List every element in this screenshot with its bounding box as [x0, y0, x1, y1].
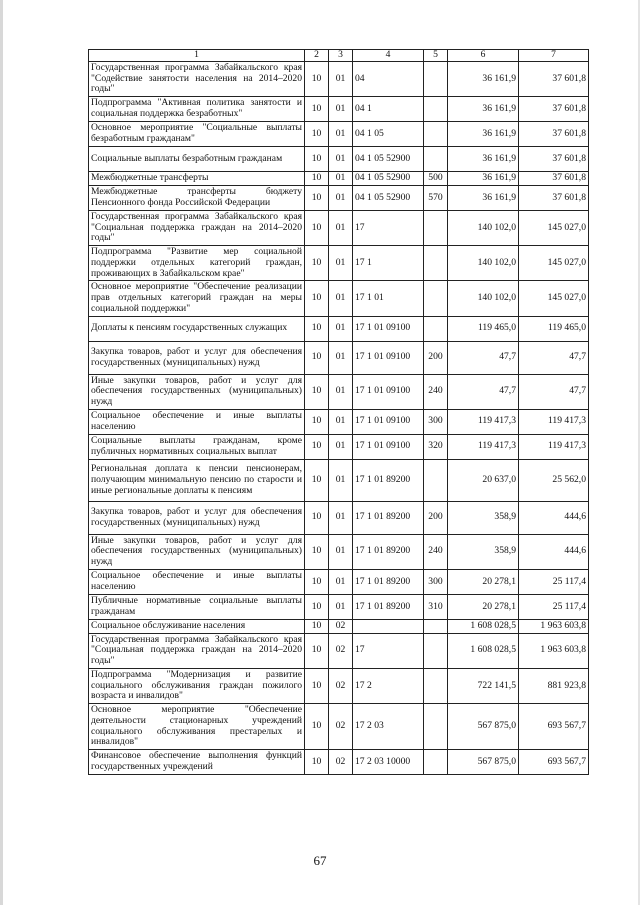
cell-subsection: 01: [329, 281, 353, 316]
table-body: [89, 62, 589, 775]
cell-amount-year-1: 140 102,0: [448, 246, 519, 281]
table-row: [89, 374, 589, 409]
cell-subsection: 02: [329, 704, 353, 750]
cell-target-code: 04 1 05: [353, 122, 424, 147]
cell-expense-type: 320: [424, 434, 448, 459]
header-col-3: 3: [329, 50, 353, 62]
cell-amount-year-1: 36 161,9: [448, 185, 519, 210]
cell-expense-type: 200: [424, 341, 448, 374]
cell-target-code: 17 1 01 09100: [353, 374, 424, 409]
cell-target-code: 17 1 01 09100: [353, 316, 424, 341]
table-row: [89, 569, 589, 594]
table-row: [89, 409, 589, 434]
cell-name: Социальное обеспечение и иные выплаты населению: [89, 409, 305, 434]
cell-amount-year-1: 567 875,0: [448, 750, 519, 775]
cell-name: Межбюджетные трансферты бюджету Пенсионного фонда Российской Федерации: [89, 185, 305, 210]
cell-expense-type: 500: [424, 172, 448, 186]
table-row: [89, 147, 589, 172]
cell-amount-year-1: 358,9: [448, 534, 519, 569]
cell-section: 10: [305, 147, 329, 172]
table-row: [89, 619, 589, 633]
cell-amount-year-2: 693 567,7: [519, 750, 589, 775]
cell-section: 10: [305, 281, 329, 316]
page-number: 67: [313, 853, 327, 868]
cell-amount-year-2: 37 601,8: [519, 185, 589, 210]
cell-amount-year-2: 37 601,8: [519, 62, 589, 97]
cell-subsection: 01: [329, 172, 353, 186]
cell-target-code: 17 1 01 89200: [353, 501, 424, 534]
cell-name: Закупка товаров, работ и услуг для обеспечения государственных (муниципальных) нужд: [89, 341, 305, 374]
cell-amount-year-1: 47,7: [448, 341, 519, 374]
cell-target-code: 17 1: [353, 246, 424, 281]
cell-amount-year-2: 37 601,8: [519, 172, 589, 186]
cell-subsection: 01: [329, 374, 353, 409]
cell-section: 10: [305, 97, 329, 122]
table-row: [89, 246, 589, 281]
cell-target-code: 17 1 01 89200: [353, 569, 424, 594]
header-col-6: 6: [448, 50, 519, 62]
cell-amount-year-1: 722 141,5: [448, 668, 519, 703]
cell-name: Подпрограмма "Развитие мер социальной поддержки отдельных категорий граждан, проживающих в Забайкальском крае": [89, 246, 305, 281]
cell-expense-type: 310: [424, 594, 448, 619]
cell-name: Закупка товаров, работ и услуг для обеспечения государственных (муниципальных) нужд: [89, 501, 305, 534]
cell-target-code: 17 1 01: [353, 281, 424, 316]
cell-expense-type: [424, 633, 448, 668]
cell-name: Социальные выплаты гражданам, кроме публичных нормативных социальных выплат: [89, 434, 305, 459]
cell-amount-year-1: 119 417,3: [448, 434, 519, 459]
cell-amount-year-1: 119 417,3: [448, 409, 519, 434]
cell-name: Финансовое обеспечение выполнения функций государственных учреждений: [89, 750, 305, 775]
cell-expense-type: [424, 281, 448, 316]
cell-amount-year-2: 25 117,4: [519, 594, 589, 619]
table-row: [89, 594, 589, 619]
cell-name: Государственная программа Забайкальского края "Содействие занятости населения на 2014–2020 годы": [89, 62, 305, 97]
cell-name: Доплаты к пенсиям государственных служащих: [89, 316, 305, 341]
cell-amount-year-2: 1 963 603,8: [519, 633, 589, 668]
cell-section: 10: [305, 62, 329, 97]
cell-expense-type: [424, 750, 448, 775]
cell-amount-year-1: 140 102,0: [448, 281, 519, 316]
cell-name: Государственная программа Забайкальского края "Социальная поддержка граждан на 2014–2020 годы": [89, 633, 305, 668]
cell-target-code: 17: [353, 210, 424, 245]
cell-name: Основное мероприятие "Обеспечение деятельности стационарных учреждений социального обслуживания престарелых и инвалидов": [89, 704, 305, 750]
cell-subsection: 01: [329, 147, 353, 172]
cell-section: 10: [305, 633, 329, 668]
cell-section: 10: [305, 704, 329, 750]
cell-subsection: 01: [329, 246, 353, 281]
table-row: [89, 172, 589, 186]
table-row: [89, 185, 589, 210]
cell-amount-year-2: 119 417,3: [519, 409, 589, 434]
cell-section: 10: [305, 459, 329, 501]
cell-amount-year-2: 47,7: [519, 341, 589, 374]
cell-name: Иные закупки товаров, работ и услуг для обеспечения государственных (муниципальных) нужд: [89, 374, 305, 409]
cell-subsection: 01: [329, 501, 353, 534]
cell-target-code: 17 1 01 89200: [353, 459, 424, 501]
cell-expense-type: [424, 97, 448, 122]
cell-name: Государственная программа Забайкальского края "Социальная поддержка граждан на 2014–2020 годы": [89, 210, 305, 245]
table-row: [89, 341, 589, 374]
cell-target-code: 04 1 05 52900: [353, 172, 424, 186]
cell-amount-year-1: 119 465,0: [448, 316, 519, 341]
table-row: [89, 534, 589, 569]
table-row: [89, 750, 589, 775]
cell-name: Социальное обслуживание населения: [89, 619, 305, 633]
cell-amount-year-1: 36 161,9: [448, 122, 519, 147]
cell-amount-year-1: 36 161,9: [448, 62, 519, 97]
cell-section: 10: [305, 619, 329, 633]
cell-subsection: 01: [329, 534, 353, 569]
cell-subsection: 01: [329, 409, 353, 434]
cell-section: 10: [305, 185, 329, 210]
cell-target-code: 04: [353, 62, 424, 97]
cell-amount-year-2: 145 027,0: [519, 246, 589, 281]
header-col-4: 4: [353, 50, 424, 62]
cell-target-code: 04 1: [353, 97, 424, 122]
cell-section: 10: [305, 409, 329, 434]
header-row: [89, 50, 589, 62]
cell-amount-year-1: 20 278,1: [448, 594, 519, 619]
cell-section: 10: [305, 172, 329, 186]
cell-expense-type: [424, 316, 448, 341]
cell-target-code: 17 2 03 10000: [353, 750, 424, 775]
cell-name: Основное мероприятие "Социальные выплаты безработным гражданам": [89, 122, 305, 147]
cell-name: Публичные нормативные социальные выплаты гражданам: [89, 594, 305, 619]
cell-subsection: 01: [329, 97, 353, 122]
cell-amount-year-1: 567 875,0: [448, 704, 519, 750]
cell-amount-year-2: 1 963 603,8: [519, 619, 589, 633]
scan-edge-left: [0, 0, 3, 905]
table-row: [89, 501, 589, 534]
cell-section: 10: [305, 501, 329, 534]
cell-expense-type: [424, 62, 448, 97]
cell-subsection: 02: [329, 668, 353, 703]
cell-name: Подпрограмма "Модернизация и развитие социального обслуживания граждан пожилого возраста и инвалидов": [89, 668, 305, 703]
cell-target-code: 17 2: [353, 668, 424, 703]
cell-amount-year-1: 36 161,9: [448, 97, 519, 122]
table-row: [89, 122, 589, 147]
table-row: [89, 704, 589, 750]
cell-subsection: 01: [329, 594, 353, 619]
cell-section: 10: [305, 210, 329, 245]
header-col-2: 2: [305, 50, 329, 62]
budget-table: [88, 49, 589, 775]
cell-target-code: 04 1 05 52900: [353, 185, 424, 210]
cell-target-code: 04 1 05 52900: [353, 147, 424, 172]
cell-expense-type: 200: [424, 501, 448, 534]
cell-section: 10: [305, 434, 329, 459]
cell-amount-year-2: 47,7: [519, 374, 589, 409]
table-row: [89, 62, 589, 97]
cell-subsection: 02: [329, 750, 353, 775]
cell-amount-year-1: 140 102,0: [448, 210, 519, 245]
cell-name: Социальные выплаты безработным гражданам: [89, 147, 305, 172]
cell-amount-year-1: 358,9: [448, 501, 519, 534]
cell-amount-year-1: 20 637,0: [448, 459, 519, 501]
cell-section: 10: [305, 594, 329, 619]
cell-section: 10: [305, 122, 329, 147]
cell-target-code: 17 2 03: [353, 704, 424, 750]
cell-subsection: 01: [329, 434, 353, 459]
table-row: [89, 210, 589, 245]
cell-expense-type: [424, 147, 448, 172]
cell-amount-year-1: 36 161,9: [448, 172, 519, 186]
cell-amount-year-1: 1 608 028,5: [448, 619, 519, 633]
cell-subsection: 01: [329, 210, 353, 245]
cell-expense-type: [424, 668, 448, 703]
cell-amount-year-2: 881 923,8: [519, 668, 589, 703]
cell-expense-type: [424, 122, 448, 147]
cell-expense-type: 570: [424, 185, 448, 210]
cell-target-code: 17 1 01 09100: [353, 409, 424, 434]
cell-expense-type: [424, 246, 448, 281]
cell-section: 10: [305, 374, 329, 409]
cell-subsection: 01: [329, 569, 353, 594]
cell-subsection: 02: [329, 633, 353, 668]
cell-expense-type: [424, 459, 448, 501]
cell-target-code: 17 1 01 89200: [353, 534, 424, 569]
table-row: [89, 459, 589, 501]
header-col-5: 5: [424, 50, 448, 62]
cell-expense-type: 240: [424, 374, 448, 409]
cell-subsection: 01: [329, 459, 353, 501]
cell-amount-year-2: 37 601,8: [519, 147, 589, 172]
cell-expense-type: [424, 704, 448, 750]
cell-expense-type: [424, 210, 448, 245]
cell-subsection: 01: [329, 341, 353, 374]
cell-name: Региональная доплата к пенсии пенсионерам, получающим минимальную пенсию по старости и иные региональные доплаты к пенсиям: [89, 459, 305, 501]
cell-amount-year-1: 1 608 028,5: [448, 633, 519, 668]
cell-name: Межбюджетные трансферты: [89, 172, 305, 186]
cell-amount-year-2: 25 117,4: [519, 569, 589, 594]
cell-expense-type: 300: [424, 569, 448, 594]
cell-subsection: 01: [329, 62, 353, 97]
cell-section: 10: [305, 341, 329, 374]
cell-section: 10: [305, 246, 329, 281]
cell-target-code: [353, 619, 424, 633]
cell-target-code: 17 1 01 09100: [353, 341, 424, 374]
cell-amount-year-2: 444,6: [519, 501, 589, 534]
cell-name: Подпрограмма "Активная политика занятости и социальная поддержка безработных": [89, 97, 305, 122]
table-row: [89, 633, 589, 668]
cell-name: Иные закупки товаров, работ и услуг для обеспечения государственных (муниципальных) нужд: [89, 534, 305, 569]
cell-subsection: 01: [329, 316, 353, 341]
cell-name: Социальное обеспечение и иные выплаты населению: [89, 569, 305, 594]
table-row: [89, 281, 589, 316]
cell-amount-year-2: 119 465,0: [519, 316, 589, 341]
cell-amount-year-1: 36 161,9: [448, 147, 519, 172]
cell-section: 10: [305, 316, 329, 341]
table-row: [89, 316, 589, 341]
cell-section: 10: [305, 668, 329, 703]
cell-subsection: 01: [329, 122, 353, 147]
cell-target-code: 17 1 01 89200: [353, 594, 424, 619]
cell-section: 10: [305, 534, 329, 569]
cell-expense-type: 240: [424, 534, 448, 569]
cell-subsection: 02: [329, 619, 353, 633]
cell-expense-type: 300: [424, 409, 448, 434]
cell-amount-year-2: 37 601,8: [519, 122, 589, 147]
table-row: [89, 434, 589, 459]
cell-section: 10: [305, 750, 329, 775]
cell-amount-year-2: 693 567,7: [519, 704, 589, 750]
header-col-1: 1: [89, 50, 305, 62]
cell-section: 10: [305, 569, 329, 594]
cell-target-code: 17: [353, 633, 424, 668]
cell-amount-year-2: 25 562,0: [519, 459, 589, 501]
cell-target-code: 17 1 01 09100: [353, 434, 424, 459]
cell-amount-year-2: 444,6: [519, 534, 589, 569]
header-col-7: 7: [519, 50, 589, 62]
table-row: [89, 97, 589, 122]
cell-amount-year-1: 47,7: [448, 374, 519, 409]
cell-name: Основное мероприятие "Обеспечение реализации прав отдельных категорий граждан на меры социальной поддержки": [89, 281, 305, 316]
cell-amount-year-1: 20 278,1: [448, 569, 519, 594]
cell-amount-year-2: 37 601,8: [519, 97, 589, 122]
cell-subsection: 01: [329, 185, 353, 210]
table-row: [89, 668, 589, 703]
cell-expense-type: [424, 619, 448, 633]
cell-amount-year-2: 119 417,3: [519, 434, 589, 459]
cell-amount-year-2: 145 027,0: [519, 210, 589, 245]
cell-amount-year-2: 145 027,0: [519, 281, 589, 316]
